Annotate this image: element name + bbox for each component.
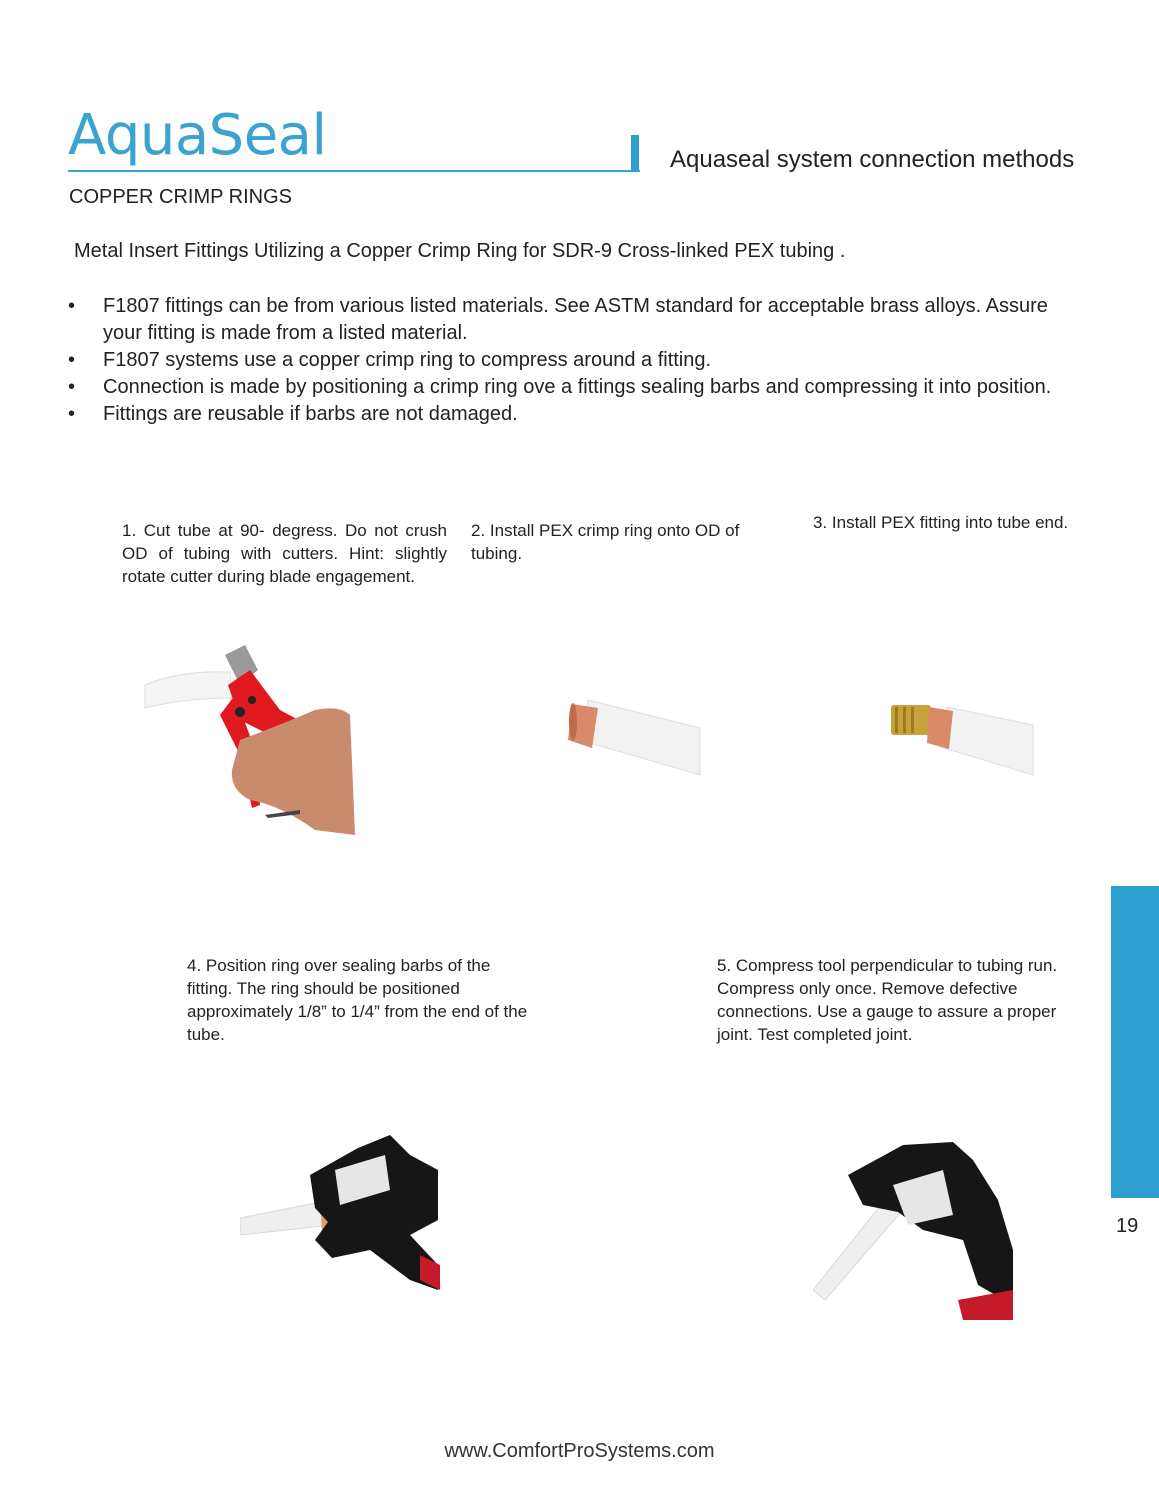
bullet-dot: • <box>68 349 76 371</box>
page-title: Aquaseal system connection methods <box>670 146 1075 173</box>
step-5-caption: 5. Compress tool perpendicular to tubing run. Compress only once. Remove defective connections. Use a gauge to assure a proper joint. Test completed joint. <box>717 956 1058 1044</box>
bullet-dot: • <box>68 403 76 425</box>
section-subtitle: COPPER CRIMP RINGS <box>69 186 292 208</box>
brand-underline <box>68 170 640 172</box>
bullet-dot: • <box>68 295 76 317</box>
bullet-list <box>62 293 1092 428</box>
list-item <box>62 374 1092 401</box>
list-item <box>62 401 1092 428</box>
step-2-tube-ring-image <box>560 690 710 790</box>
intro-text: Metal Insert Fittings Utilizing a Copper Crimp Ring for SDR-9 Cross-linked PEX tubing . <box>74 240 846 262</box>
step-2-caption: 2. Install PEX crimp ring onto OD of tubing. <box>471 521 740 563</box>
step-1-cutter-image <box>140 640 360 840</box>
step-4-crimp-tool-image <box>240 1130 445 1295</box>
step-4-caption: 4. Position ring over sealing barbs of the fitting. The ring should be positioned approximately 1/8” to 1/4” from the end of the tube. <box>187 956 528 1044</box>
list-item <box>62 347 1092 374</box>
page-number: 19 <box>1116 1215 1139 1237</box>
header-accent-bar <box>631 135 639 172</box>
bullet-text: F1807 systems use a copper crimp ring to compress around a fitting. <box>103 349 712 371</box>
bullet-text: Fittings are reusable if barbs are not damaged. <box>103 403 518 425</box>
step-3-fitting-image <box>885 695 1035 785</box>
step-3-caption: 3. Install PEX fitting into tube end. <box>813 513 1069 532</box>
list-item <box>62 293 1092 347</box>
brand-logo: AquaSeal <box>68 103 327 168</box>
step-1-caption: 1. Cut tube at 90- degress. Do not crush OD of tubing with cutters. Hint: slightly rotate cutter during blade engagement. <box>122 521 447 586</box>
step-5-crimp-tool-image <box>813 1140 1018 1325</box>
bullet-text: F1807 fittings can be from various listed materials. See ASTM standard for acceptable brass alloys. Assure your fitting is made from a listed material. <box>103 295 1048 344</box>
bullet-text: Connection is made by positioning a crimp ring ove a fittings sealing barbs and compressing it into position. <box>103 376 1052 398</box>
bullet-dot: • <box>68 376 76 398</box>
footer-url: www.ComfortProSystems.com <box>444 1440 715 1462</box>
side-tab <box>1111 886 1159 1198</box>
